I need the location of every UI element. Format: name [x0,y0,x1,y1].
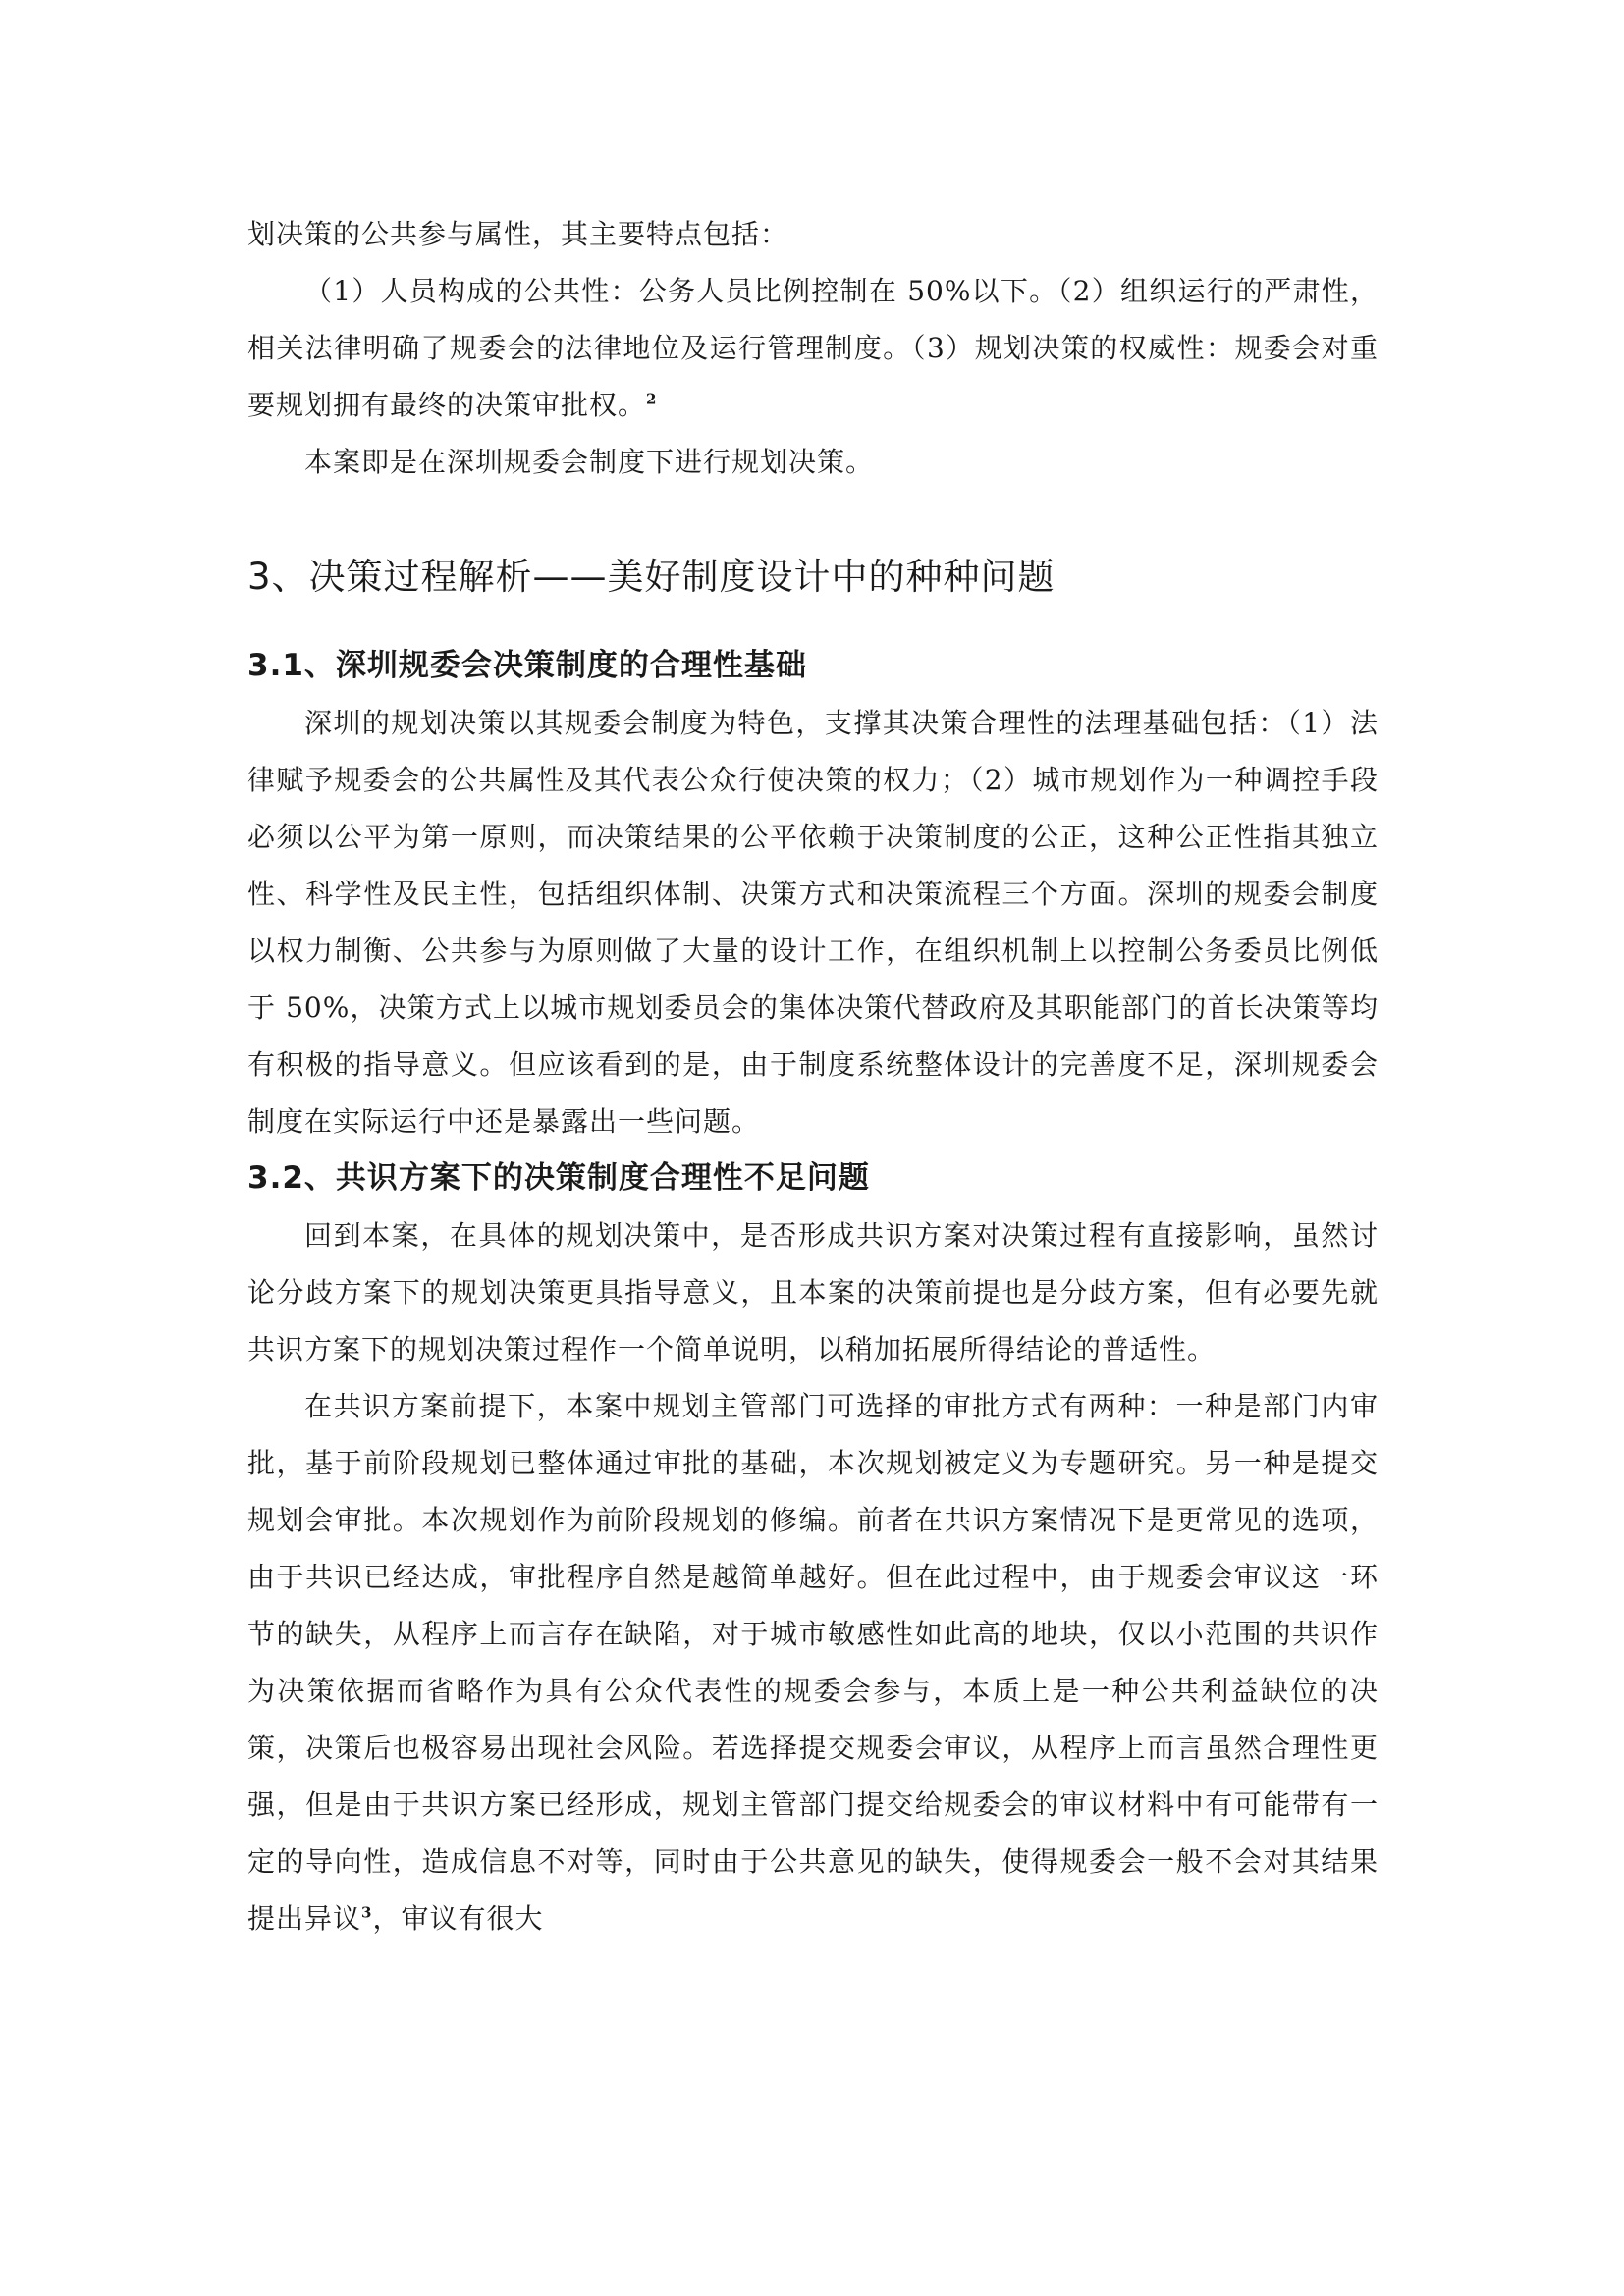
subsection-heading-3-2: 3.2、共识方案下的决策制度合理性不足问题 [247,1160,870,1196]
paragraph-consensus-analysis [247,1378,1379,1948]
paragraph-text: 在共识方案前提下，本案中规划主管部门可选择的审批方式有两种：一种是部门内审批，基于前阶段规划已整体通过审批的基础，本次规划被定义为专题研究。另一种是提交规划会审批。本次规划作为前阶段规划的修编。前者在共识方案情况下是更常见的选项，由于共识已经达成，审批程序自然是越简单越好。但在此过程中，由于规委会审议这一环节的缺失，从程序上而言存在缺陷，对于城市敏感性如此高的地块，仅以小范围的共识作为决策依据而省略作为具有公众代表性的规委会参与，本质上是一种公共利益缺位的决策，决策后也极容易出现社会风险。若选择提交规委会审议，从程序上而言虽然合理性更强，但是由于共识方案已经形成，规划主管部门提交给规委会的审议材料中有可能带有一定的导向性，造成信息不对等，同时由于公共意见的缺失，使得规委会一般不会对其结果提出异议 [247,1390,1379,1935]
paragraph-text: 回到本案，在具体的规划决策中，是否形成共识方案对决策过程有直接影响，虽然讨论分歧方案下的规划决策更具指导意义，且本案的决策前提也是分歧方案，但有必要先就共识方案下的规划决策过程作一个简单说明，以稍加拓展所得结论的普适性。 [247,1219,1379,1365]
paragraph-text: （1）人员构成的公共性：公务人员比例控制在 50%以下。（2）组织运行的严肃性，相关法律明确了规委会的法律地位及运行管理制度。（3）规划决策的权威性：规委会对重要规划拥有最终的决策审批权。 [247,275,1379,421]
paragraph-text-tail: ，审议有很大 [372,1902,544,1935]
paragraph-case-intro [247,434,1379,491]
paragraph-consensus-intro [247,1207,1379,1378]
page-body [247,206,1379,1948]
subsection-heading-3-1: 3.1、深圳规委会决策制度的合理性基础 [247,648,807,683]
paragraph-text: 划决策的公共参与属性，其主要特点包括： [247,218,789,250]
paragraph-rationality-basis [247,695,1379,1150]
section-heading: 3、决策过程解析——美好制度设计中的种种问题 [247,556,1056,598]
footnote-marker[interactable]: 2 [646,390,658,408]
paragraph-continuation [247,206,1379,263]
paragraph-text: 深圳的规划决策以其规委会制度为特色，支撑其决策合理性的法理基础包括：（1）法律赋予规委会的公共属性及其代表公众行使决策的权力；（2）城市规划作为一种调控手段必须以公平为第一原则，而决策结果的公平依赖于决策制度的公正，这种公正性指其独立性、科学性及民主性，包括组织体制、决策方式和决策流程三个方面。深圳的规委会制度以权力制衡、公共参与为原则做了大量的设计工作，在组织机制上以控制公务委员比例低于 50%，决策方式上以城市规划委员会的集体决策代替政府及其职能部门的首长决策等均有积极的指导意义。但应该看到的是，由于制度系统整体设计的完善度不足，深圳规委会制度在实际运行中还是暴露出一些问题。 [247,707,1379,1138]
paragraph-text: 本案即是在深圳规委会制度下进行规划决策。 [304,446,875,478]
footnote-marker[interactable]: 3 [361,1903,373,1922]
paragraph-features [247,263,1379,434]
